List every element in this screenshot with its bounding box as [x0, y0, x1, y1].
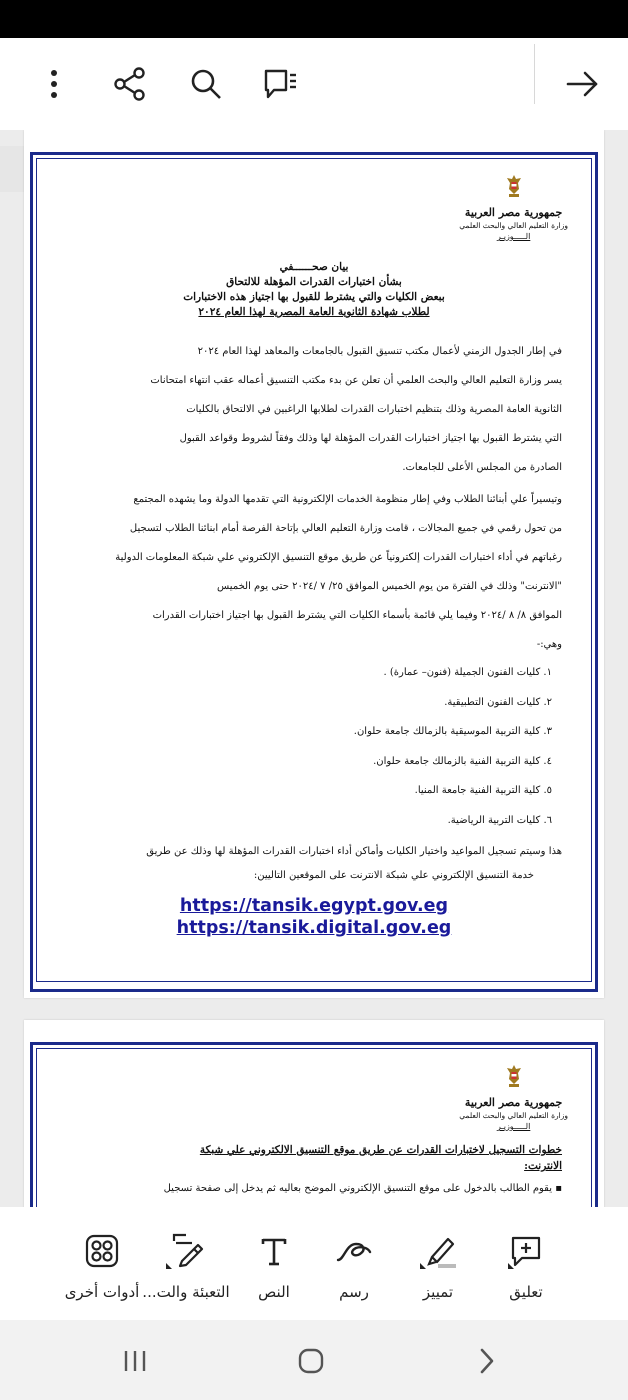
republic-name: جمهورية مصر العربية: [464, 206, 563, 219]
more-tools-icon: [50, 1231, 154, 1271]
text-line: الموافق ٨/ ٨ /٢٠٢٤ وفيما يلي قائمة بأسماء الكليات التي يشترط القبول بها اجتياز اختبارات القدرات: [152, 610, 562, 621]
text-line: وهي:-: [536, 639, 562, 650]
title-line: بيان صحــــــفي: [279, 261, 349, 273]
title-line: لطلاب شهادة الثانوية العامة المصرية لهذا العام ٢٠٢٤: [198, 306, 430, 318]
document-page-1: [24, 130, 604, 998]
egypt-eagle-emblem-icon: [503, 1064, 525, 1088]
text-line: هذا وسيتم تسجيل المواعيد واختيار الكليات وأماكن أداء اختبارات القدرات المؤهلة لها وذلك عن طريق: [146, 846, 562, 857]
top-toolbar: [0, 38, 628, 130]
title-line: ببعض الكليات والتي يشترط للقبول بها اجتياز هذه الاختبارات: [183, 291, 445, 303]
system-navigation-bar: [0, 1320, 628, 1400]
tansik-digital-link[interactable]: https://tansik.digital.gov.eg: [176, 918, 452, 938]
document-viewer[interactable]: [0, 130, 628, 1207]
text-line: الثانوية العامة المصرية وذلك بتنظيم اختبارات القدرات لطلابها الراغبين في الالتحاق بالكليات: [186, 404, 562, 415]
comments-list-icon[interactable]: [256, 60, 304, 108]
title-line: بشأن اختبارات القدرات المؤهلة للالتحاق: [226, 276, 402, 288]
heading-line: خطوات التسجيل لاختبارات القدرات عن طريق موقع التنسيق الالكتروني علي شبكة: [199, 1144, 562, 1156]
paragraph-3: [66, 840, 562, 888]
more-options-icon[interactable]: [30, 60, 78, 108]
list-item: ٥. كلية التربية الفنية جامعة المنيا.: [414, 785, 552, 796]
document-page-2: [24, 1020, 604, 1207]
bullet-line: ▪ يقوم الطالب بالدخول على موقع التنسيق الإلكتروني الموضح بعاليه ثم يدخل إلى صفحة تسجيل: [163, 1183, 562, 1194]
minister-title: الـــــوزيـر: [496, 232, 531, 241]
tool-more[interactable]: [50, 1231, 154, 1301]
text-line: الصادرة من المجلس الأعلى للجامعات.: [402, 462, 562, 473]
page2-bullet: [66, 1180, 562, 1198]
text-line: خدمة التنسيق الإلكتروني علي شبكة الانترنت على الموقعين التاليين:: [253, 870, 534, 881]
text-line: وتيسيراً علي أبنائنا الطلاب وفي إطار منظومة الخدمات الإلكترونية التي تقدمها الدولة وما يشهده المجتمع: [133, 494, 562, 505]
status-bar: [0, 0, 628, 38]
tool-label: تعليق: [509, 1283, 543, 1301]
paragraph-1: [66, 337, 562, 482]
ministry-name: وزارة التعليم العالي والبحث العلمي: [459, 221, 568, 230]
list-item: ٦. كليات التربية الرياضية.: [447, 814, 552, 826]
search-icon[interactable]: [182, 60, 230, 108]
text-line: يسر وزارة التعليم العالي والبحث العلمي أن تعلن عن بدء مكتب التنسيق أعماله عقب انتهاء امتحانات: [150, 375, 562, 386]
egypt-eagle-emblem-icon: [503, 174, 525, 198]
text-line: من تحول رقمي في جميع المجالات ، قامت وزارة التعليم العالي بإتاحة الفرصة أمام ابنائنا الطلاب لتسجيل: [129, 523, 562, 534]
press-release-titles: [24, 260, 604, 320]
tool-label: رسم: [339, 1283, 369, 1301]
letterhead: [459, 174, 568, 241]
tool-label: أدوات أخرى: [64, 1283, 140, 1301]
toolbar-divider: [534, 44, 535, 104]
list-item: ٣. كلية التربية الموسيقية بالزمالك جامعة حلوان.: [353, 726, 552, 737]
list-item: ٢. كليات الفنون التطبيقية.: [444, 696, 552, 708]
bottom-toolbar: [0, 1207, 628, 1320]
registration-links: [24, 895, 604, 939]
text-line: رغباتهم في أداء اختبارات القدرات إلكترونياً عن طريق موقع التنسيق الإلكتروني علي شبكة المعلومات الدولية: [115, 552, 562, 563]
paragraph-2: [66, 485, 562, 659]
heading-line: الانترنت:: [524, 1160, 562, 1172]
tool-label: النص: [258, 1283, 290, 1301]
tool-label: تمييز: [422, 1283, 454, 1301]
share-icon[interactable]: [106, 60, 154, 108]
colleges-list: [66, 667, 552, 844]
tansik-egypt-link[interactable]: https://tansik.egypt.gov.eg: [179, 896, 449, 916]
republic-name: جمهورية مصر العربية: [464, 1096, 563, 1109]
minister-title: الـــــوزيـر: [496, 1122, 531, 1131]
bullet-text: يقوم الطالب بالدخول على موقع التنسيق الإلكتروني الموضح بعاليه ثم يدخل إلى صفحة تسجيل: [163, 1183, 553, 1194]
ministry-name: وزارة التعليم العالي والبحث العلمي: [459, 1111, 568, 1120]
letterhead: [459, 1064, 568, 1131]
list-item: ٤. كلية التربية الفنية بالزمالك جامعة حلوان.: [373, 755, 552, 767]
list-item: ١. كليات الفنون الجميلة (فنون– عمارة) .: [383, 667, 552, 678]
home-icon[interactable]: [296, 1346, 326, 1376]
page2-heading: [66, 1142, 562, 1174]
text-line: "الانترنت" وذلك في الفترة من يوم الخميس الموافق ٢٥/ ٧ /٢٠٢٤ حتى يوم الخميس: [217, 581, 562, 592]
forward-arrow-icon[interactable]: [558, 60, 606, 108]
text-line: التي يشترط القبول بها اجتياز اختبارات القدرات المؤهلة لها وذلك وفقاً لشروط وقواعد القبول: [179, 433, 562, 444]
text-line: في إطار الجدول الزمني لأعمال مكتب تنسيق القبول بالجامعات والمعاهد لهذا العام ٢٠٢٤: [197, 346, 562, 357]
back-icon[interactable]: [472, 1346, 502, 1376]
recent-apps-icon[interactable]: [120, 1346, 150, 1376]
tool-label: التعبئة والت...: [142, 1283, 230, 1301]
